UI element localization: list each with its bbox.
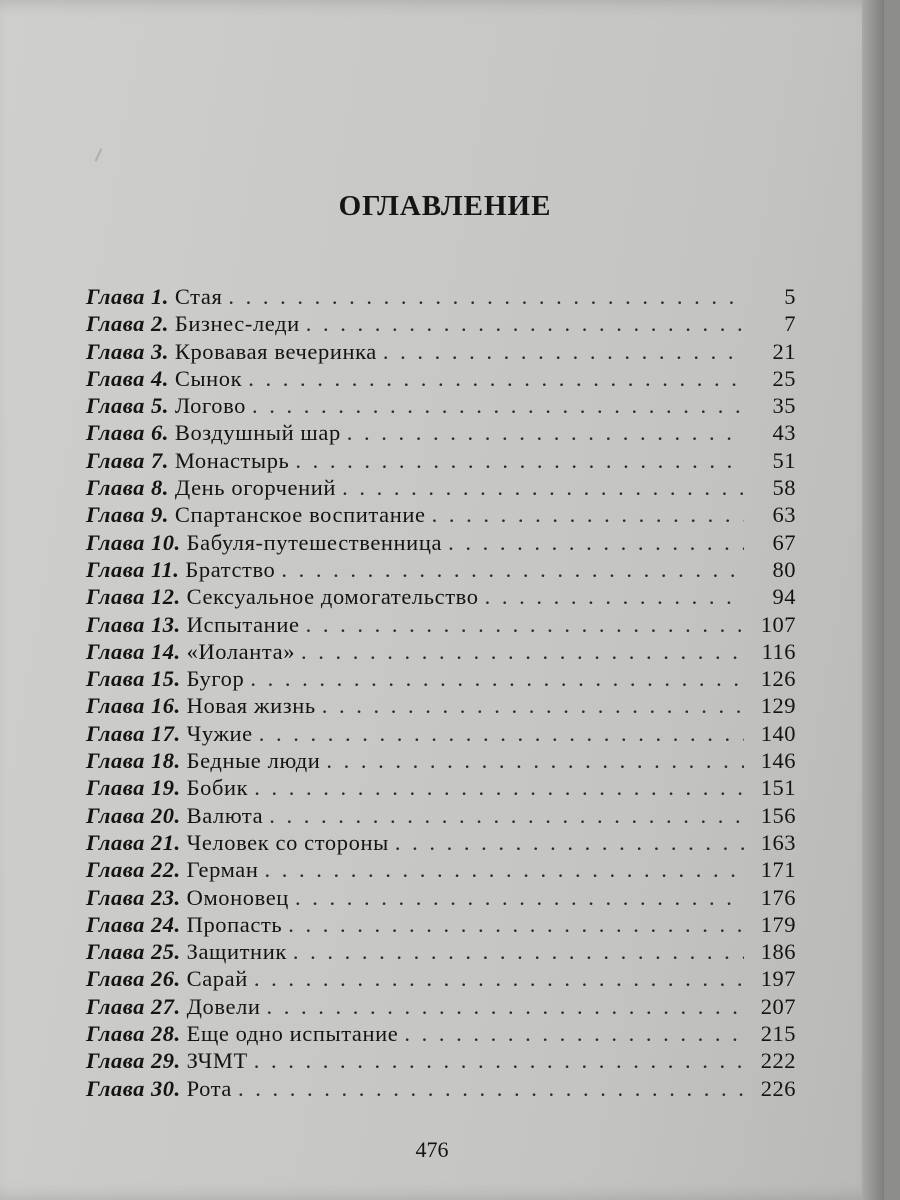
dot-leader — [254, 1047, 744, 1074]
dot-leader — [248, 365, 744, 392]
chapter-title: Еще одно испытание — [186, 1021, 399, 1047]
chapter-page-number: 186 — [760, 939, 796, 965]
chapter-word: Глава — [86, 939, 145, 965]
chapter-number: 23. — [150, 884, 181, 910]
chapter-page-number: 116 — [761, 638, 796, 664]
chapter-word: Глава — [86, 993, 145, 1019]
chapter-page-number: 25 — [772, 365, 796, 391]
chapter-title: Человек со стороны — [186, 829, 389, 855]
toc-entry — [86, 692, 796, 719]
toc-entry — [86, 774, 796, 801]
dot-leader — [254, 774, 744, 801]
dot-leader — [295, 447, 744, 474]
toc-entry — [86, 965, 796, 992]
chapter-label — [86, 938, 181, 965]
chapter-word: Глава — [86, 720, 145, 746]
chapter-title: Пропасть — [186, 911, 283, 937]
chapter-number: 10. — [150, 529, 181, 555]
chapter-page-number: 197 — [760, 966, 796, 992]
chapter-label — [86, 474, 169, 501]
toc-entry — [86, 665, 796, 692]
chapter-title: Кровавая вечеринка — [174, 338, 377, 364]
chapter-number: 22. — [150, 857, 181, 883]
chapter-page-number: 35 — [772, 393, 796, 419]
chapter-number: 19. — [150, 775, 181, 801]
toc-entry — [86, 474, 796, 501]
dot-leader — [306, 310, 744, 337]
chapter-label — [86, 638, 181, 665]
dot-leader — [254, 965, 744, 992]
toc-entry — [86, 447, 796, 474]
chapter-page-number: 107 — [760, 611, 796, 637]
chapter-title: Испытание — [186, 611, 300, 637]
chapter-word: Глава — [86, 365, 145, 391]
chapter-title: Стая — [174, 284, 223, 309]
chapter-label — [86, 447, 169, 474]
dot-leader — [322, 692, 744, 719]
chapter-word: Глава — [86, 775, 145, 801]
chapter-label — [86, 419, 169, 446]
toc-entry — [86, 310, 796, 337]
chapter-number: 20. — [150, 802, 181, 828]
dot-leader — [432, 501, 744, 528]
chapter-title: Омоновец — [186, 884, 289, 910]
toc-entry — [86, 529, 796, 556]
chapter-word: Глава — [86, 420, 145, 446]
chapter-label — [86, 802, 181, 829]
dot-leader — [267, 993, 744, 1020]
table-of-contents — [86, 283, 796, 1102]
chapter-number: 4. — [150, 365, 169, 391]
chapter-number: 21. — [150, 829, 181, 855]
chapter-title: Защитник — [186, 939, 287, 965]
chapter-label — [86, 829, 181, 856]
dot-leader — [383, 338, 744, 365]
page-title: ОГЛАВЛЕНИЕ — [338, 190, 552, 222]
toc-entry — [86, 338, 796, 365]
chapter-word: Глава — [86, 857, 145, 883]
chapter-word: Глава — [86, 829, 145, 855]
toc-entry — [86, 611, 796, 638]
chapter-title: Монастырь — [174, 447, 290, 473]
chapter-title: «Иоланта» — [186, 638, 296, 664]
chapter-word: Глава — [86, 475, 145, 501]
chapter-title: Сынок — [174, 365, 243, 391]
chapter-word: Глава — [86, 502, 145, 528]
chapter-label — [86, 884, 181, 911]
chapter-title: Бобик — [186, 775, 249, 801]
chapter-page-number: 51 — [772, 447, 796, 473]
chapter-label — [86, 365, 169, 392]
dot-leader — [252, 392, 744, 419]
dot-leader — [485, 583, 744, 610]
toc-entry — [86, 1047, 796, 1074]
chapter-label — [86, 856, 181, 883]
chapter-title: Сарай — [186, 966, 248, 992]
toc-entry — [86, 1075, 796, 1102]
chapter-title: Бизнес-леди — [174, 311, 300, 337]
chapter-page-number: 140 — [760, 720, 796, 746]
dot-leader — [288, 911, 744, 938]
dot-leader — [281, 556, 744, 583]
chapter-word: Глава — [86, 393, 145, 419]
chapter-title: Бедные люди — [186, 748, 321, 774]
chapter-label — [86, 692, 181, 719]
chapter-page-number: 163 — [760, 829, 796, 855]
chapter-number: 15. — [150, 666, 181, 692]
dot-leader — [301, 638, 744, 665]
chapter-label — [86, 965, 181, 992]
page-number: 476 — [415, 1137, 449, 1162]
chapter-title: Чужие — [186, 720, 253, 746]
chapter-word: Глава — [86, 1021, 145, 1047]
toc-entry — [86, 419, 796, 446]
chapter-number: 7. — [150, 447, 169, 473]
chapter-number: 29. — [150, 1048, 181, 1074]
dot-leader — [269, 802, 744, 829]
chapter-page-number: 226 — [760, 1075, 796, 1101]
dot-leader — [326, 747, 744, 774]
chapter-label — [86, 392, 169, 419]
chapter-title: День огорчений — [174, 475, 337, 501]
chapter-title: Бугор — [186, 666, 245, 692]
dot-leader — [404, 1020, 744, 1047]
chapter-word: Глава — [86, 748, 145, 774]
page-edge-shadow — [862, 0, 884, 1200]
chapter-label — [86, 1075, 181, 1102]
chapter-title: Довели — [186, 993, 261, 1019]
chapter-page-number: 94 — [772, 584, 796, 610]
chapter-number: 8. — [150, 475, 169, 501]
chapter-label — [86, 501, 169, 528]
chapter-page-number: 171 — [760, 857, 796, 883]
chapter-page-number: 151 — [760, 775, 796, 801]
chapter-number: 25. — [150, 939, 181, 965]
toc-entry — [86, 392, 796, 419]
chapter-number: 9. — [150, 502, 169, 528]
chapter-title: Бабуля-путешественница — [186, 529, 443, 555]
chapter-number: 28. — [150, 1021, 181, 1047]
chapter-label — [86, 338, 169, 365]
chapter-label — [86, 283, 169, 310]
chapter-word: Глава — [86, 802, 145, 828]
chapter-number: 18. — [150, 748, 181, 774]
chapter-label — [86, 993, 181, 1020]
chapter-page-number: 5 — [784, 284, 796, 309]
chapter-page-number: 80 — [772, 556, 796, 582]
chapter-title: Новая жизнь — [186, 693, 316, 719]
toc-entry — [86, 993, 796, 1020]
dot-leader — [259, 720, 744, 747]
chapter-label — [86, 665, 181, 692]
chapter-number: 11. — [150, 556, 180, 582]
chapter-number: 1. — [150, 284, 169, 309]
chapter-page-number: 156 — [760, 802, 796, 828]
chapter-number: 30. — [150, 1075, 181, 1101]
chapter-label — [86, 747, 181, 774]
chapter-word: Глава — [86, 1075, 145, 1101]
toc-entry — [86, 720, 796, 747]
toc-entry — [86, 283, 796, 310]
chapter-title: Герман — [186, 857, 259, 883]
chapter-number: 2. — [150, 311, 169, 337]
toc-entry — [86, 583, 796, 610]
chapter-word: Глава — [86, 584, 145, 610]
toc-entry — [86, 911, 796, 938]
chapter-word: Глава — [86, 911, 145, 937]
chapter-page-number: 58 — [772, 475, 796, 501]
chapter-page-number: 215 — [760, 1021, 796, 1047]
dot-leader — [448, 529, 744, 556]
chapter-page-number: 207 — [760, 993, 796, 1019]
chapter-word: Глава — [86, 447, 145, 473]
toc-entry — [86, 938, 796, 965]
chapter-label — [86, 310, 169, 337]
toc-entry — [86, 829, 796, 856]
chapter-label — [86, 611, 181, 638]
chapter-number: 17. — [150, 720, 181, 746]
chapter-number: 13. — [150, 611, 181, 637]
chapter-title: Спартанское воспитание — [174, 502, 426, 528]
chapter-page-number: 21 — [772, 338, 796, 364]
toc-entry — [86, 802, 796, 829]
chapter-page-number: 146 — [760, 748, 796, 774]
chapter-page-number: 63 — [772, 502, 796, 528]
chapter-label — [86, 911, 181, 938]
chapter-word: Глава — [86, 1048, 145, 1074]
toc-entry — [86, 365, 796, 392]
chapter-number: 3. — [150, 338, 169, 364]
chapter-number: 12. — [150, 584, 181, 610]
dot-leader — [250, 665, 744, 692]
chapter-word: Глава — [86, 884, 145, 910]
chapter-label — [86, 1020, 181, 1047]
chapter-word: Глава — [86, 666, 145, 692]
chapter-page-number: 126 — [760, 666, 796, 692]
chapter-word: Глава — [86, 966, 145, 992]
toc-entry — [86, 638, 796, 665]
chapter-page-number: 7 — [784, 311, 796, 337]
chapter-word: Глава — [86, 693, 145, 719]
chapter-page-number: 67 — [772, 529, 796, 555]
chapter-number: 6. — [150, 420, 169, 446]
chapter-label — [86, 774, 181, 801]
toc-entry — [86, 501, 796, 528]
chapter-page-number: 129 — [760, 693, 796, 719]
chapter-label — [86, 1047, 181, 1074]
chapter-page-number: 43 — [772, 420, 796, 446]
dot-leader — [395, 829, 744, 856]
chapter-number: 16. — [150, 693, 181, 719]
chapter-number: 26. — [150, 966, 181, 992]
chapter-label — [86, 583, 181, 610]
dot-leader — [265, 856, 745, 883]
chapter-number: 27. — [150, 993, 181, 1019]
dot-leader — [342, 474, 744, 501]
chapter-number: 24. — [150, 911, 181, 937]
chapter-title: Рота — [186, 1075, 232, 1101]
toc-entry — [86, 884, 796, 911]
chapter-word: Глава — [86, 611, 145, 637]
dot-leader — [347, 419, 744, 446]
toc-entry — [86, 856, 796, 883]
chapter-word: Глава — [86, 638, 145, 664]
chapter-number: 5. — [150, 393, 169, 419]
chapter-word: Глава — [86, 529, 145, 555]
chapter-word: Глава — [86, 311, 145, 337]
chapter-word: Глава — [86, 556, 145, 582]
dot-leader — [228, 283, 744, 310]
chapter-title: Логово — [174, 393, 247, 419]
chapter-title: Воздушный шар — [174, 420, 341, 446]
toc-entry — [86, 556, 796, 583]
dot-leader — [293, 938, 744, 965]
chapter-title: Братство — [185, 556, 276, 582]
chapter-page-number: 222 — [760, 1048, 796, 1074]
chapter-page-number: 176 — [760, 884, 796, 910]
dot-leader — [306, 611, 744, 638]
chapter-number: 14. — [150, 638, 181, 664]
toc-entry — [86, 1020, 796, 1047]
dot-leader — [238, 1075, 744, 1102]
chapter-page-number: 179 — [760, 911, 796, 937]
dot-leader — [295, 884, 744, 911]
toc-entry — [86, 747, 796, 774]
chapter-title: Сексуальное домогательство — [186, 584, 479, 610]
chapter-label — [86, 529, 181, 556]
chapter-word: Глава — [86, 284, 145, 309]
chapter-title: ЗЧМТ — [186, 1048, 248, 1074]
pencil-mark — [95, 148, 112, 166]
chapter-label — [86, 720, 181, 747]
chapter-title: Валюта — [186, 802, 264, 828]
chapter-label — [86, 556, 179, 583]
chapter-word: Глава — [86, 338, 145, 364]
